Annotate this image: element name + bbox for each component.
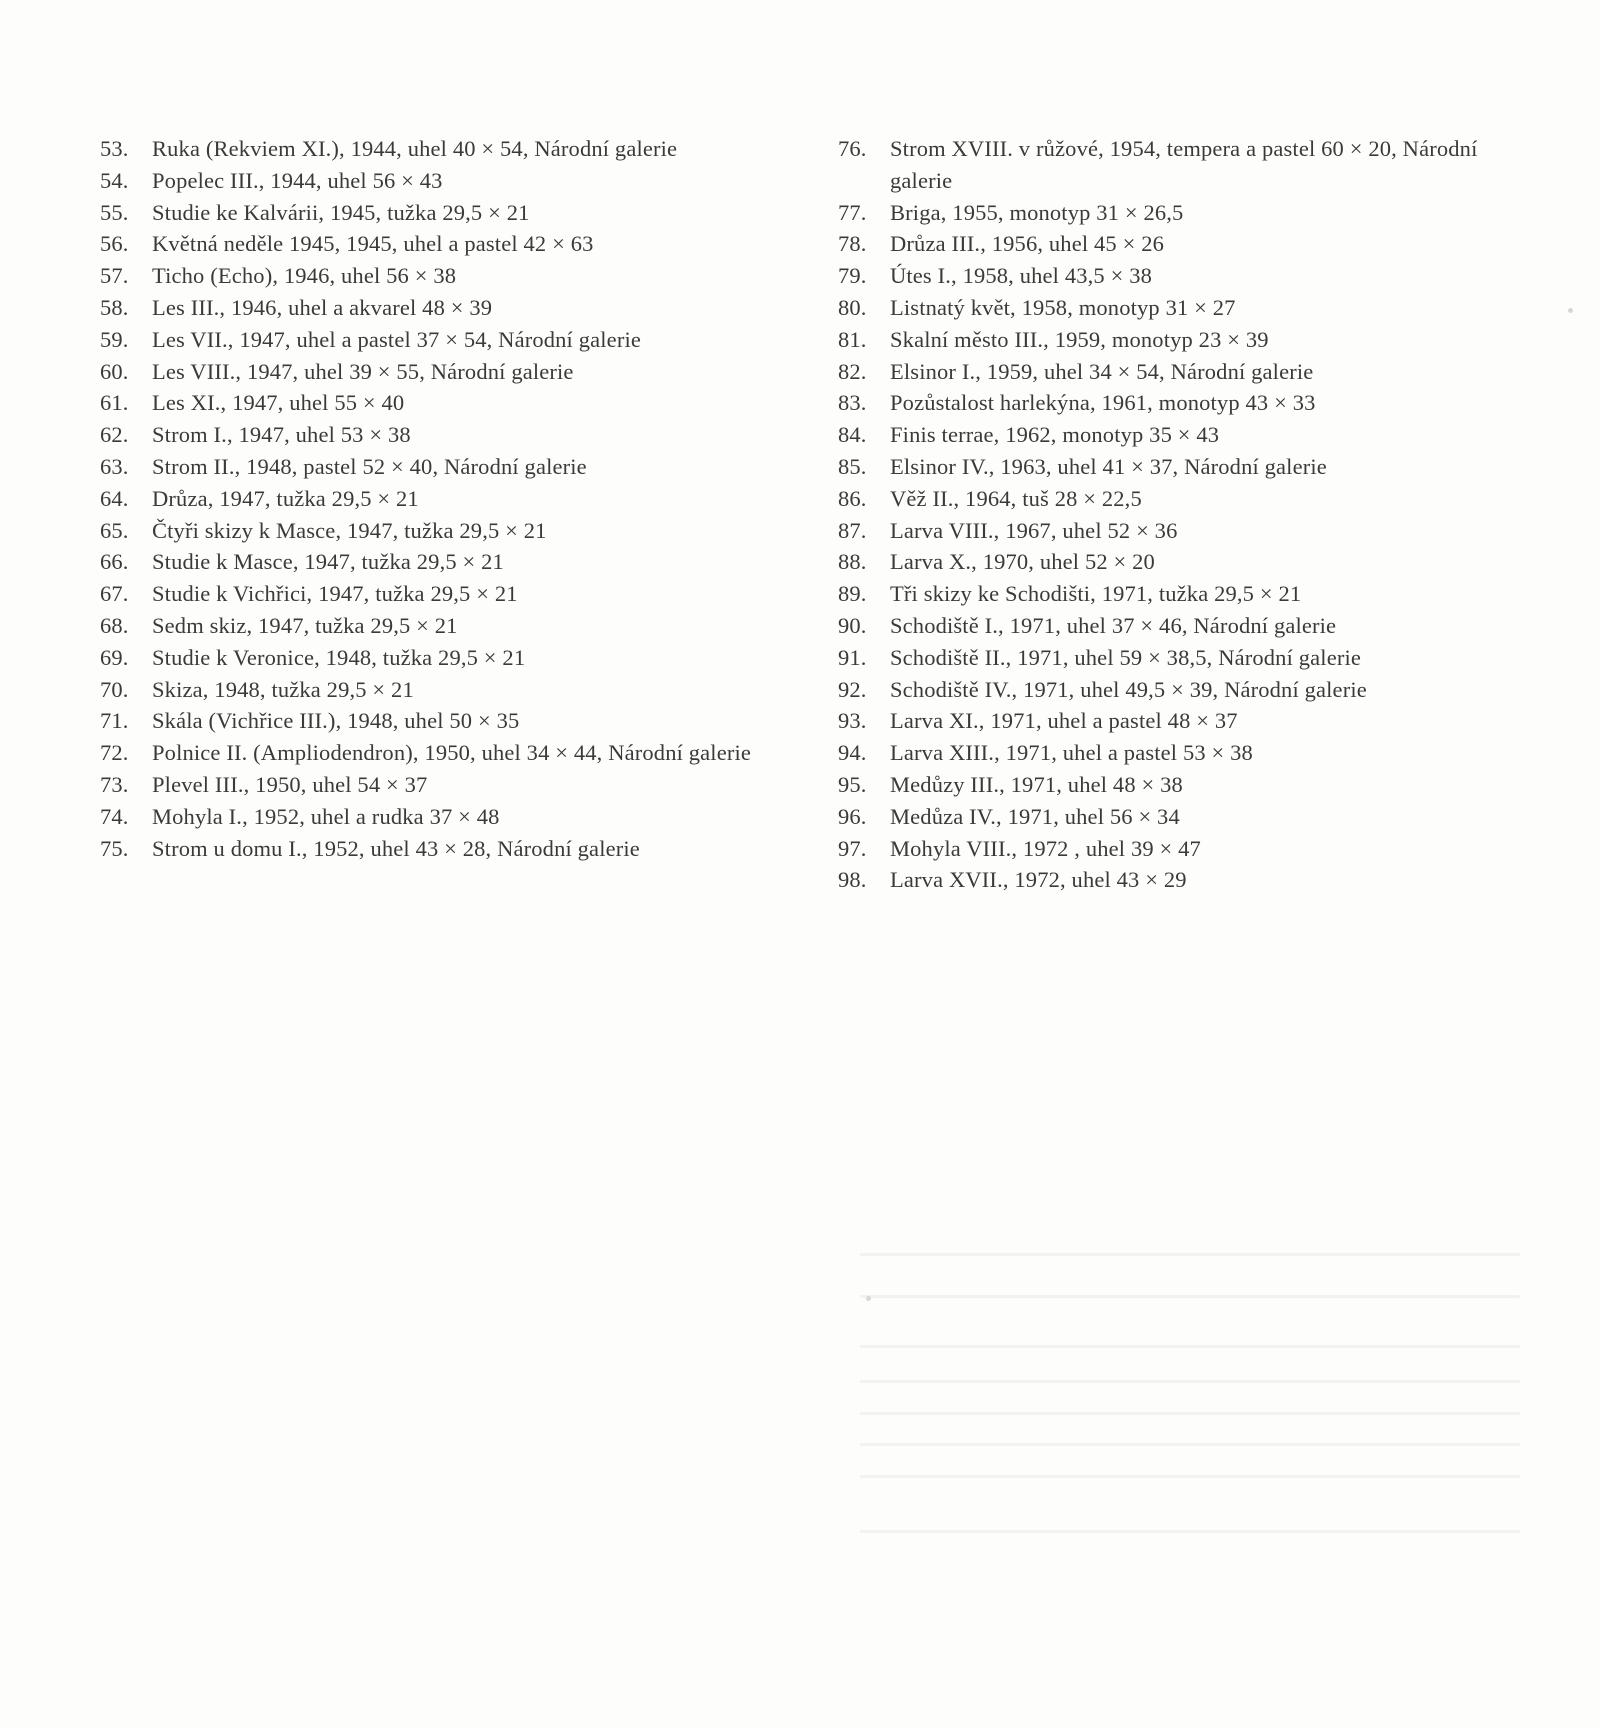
catalogue-entry: [100, 292, 790, 324]
catalogue-entry: [838, 769, 1538, 801]
entry-description: Strom I., 1947, uhel 53 × 38: [152, 422, 411, 448]
entry-number: 57.: [100, 263, 129, 289]
entry-description: Schodiště IV., 1971, uhel 49,5 × 39, Národní galerie: [890, 676, 1367, 702]
entry-number: 81.: [838, 326, 867, 352]
entry-number: 86.: [838, 485, 867, 511]
entry-description: Studie ke Kalvárii, 1945, tužka 29,5 × 21: [152, 199, 530, 225]
entry-number: 96.: [838, 803, 867, 829]
entry-number: 70.: [100, 676, 129, 702]
entry-description: Tři skizy ke Schodišti, 1971, tužka 29,5 × 21: [890, 581, 1302, 607]
catalogue-entry: [100, 387, 790, 419]
catalogue-entry: [838, 324, 1538, 356]
entry-description: Les XI., 1947, uhel 55 × 40: [152, 390, 405, 416]
entry-description: Skiza, 1948, tužka 29,5 × 21: [152, 676, 414, 702]
catalogue-entry: [100, 515, 790, 547]
entry-number: 76.: [838, 136, 867, 161]
entry-description: Ticho (Echo), 1946, uhel 56 × 38: [152, 263, 457, 289]
entry-number: 79.: [838, 263, 867, 289]
catalogue-entry: [838, 610, 1538, 642]
entry-description: Drůza III., 1956, uhel 45 × 26: [890, 231, 1164, 257]
catalogue-entry: [838, 864, 1538, 896]
catalogue-entry: [838, 578, 1538, 610]
entry-number: 72.: [100, 740, 129, 766]
catalogue-entry: [838, 419, 1538, 451]
entry-description: Strom XVIII. v růžové, 1954, tempera a pastel 60 × 20, Národní galerie: [890, 136, 1478, 193]
catalogue-entry: [838, 133, 1538, 197]
catalogue-entry: [838, 515, 1538, 547]
entry-number: 82.: [838, 358, 867, 384]
entry-number: 89.: [838, 581, 867, 607]
entry-description: Polnice II. (Ampliodendron), 1950, uhel 34 × 44, Národní galerie: [152, 740, 752, 766]
entry-description: Listnatý květ, 1958, monotyp 31 × 27: [890, 294, 1236, 320]
entry-number: 58.: [100, 294, 129, 320]
entry-description: Mohyla I., 1952, uhel a rudka 37 × 48: [152, 803, 500, 829]
entry-description: Schodiště II., 1971, uhel 59 × 38,5, Národní galerie: [890, 644, 1362, 670]
catalogue-entry: [100, 228, 790, 260]
entry-description: Les VII., 1947, uhel a pastel 37 × 54, Národní galerie: [152, 326, 641, 352]
entry-number: 59.: [100, 326, 129, 352]
catalogue-entry: [100, 801, 790, 833]
entry-number: 92.: [838, 676, 867, 702]
catalogue-entry: [838, 260, 1538, 292]
entry-number: 80.: [838, 294, 867, 320]
entry-description: Skalní město III., 1959, monotyp 23 × 39: [890, 326, 1269, 352]
catalogue-entry: [100, 165, 790, 197]
entry-description: Květná neděle 1945, 1945, uhel a pastel 42 × 63: [152, 231, 594, 257]
entry-description: Strom II., 1948, pastel 52 × 40, Národní galerie: [152, 453, 587, 479]
entry-description: Briga, 1955, monotyp 31 × 26,5: [890, 199, 1184, 225]
entry-number: 74.: [100, 803, 129, 829]
bleed-through-mark: [860, 1475, 1520, 1478]
entry-description: Larva XI., 1971, uhel a pastel 48 × 37: [890, 708, 1238, 734]
catalogue-list-right: [838, 133, 1538, 896]
paper-speck: [1568, 308, 1573, 313]
entry-description: Larva VIII., 1967, uhel 52 × 36: [890, 517, 1178, 543]
entry-number: 85.: [838, 453, 867, 479]
entry-description: Elsinor IV., 1963, uhel 41 × 37, Národní galerie: [890, 453, 1327, 479]
entry-description: Popelec III., 1944, uhel 56 × 43: [152, 167, 443, 193]
entry-description: Larva XVII., 1972, uhel 43 × 29: [890, 867, 1187, 893]
catalogue-entry: [838, 197, 1538, 229]
entry-description: Plevel III., 1950, uhel 54 × 37: [152, 771, 428, 797]
entry-number: 69.: [100, 644, 129, 670]
entry-number: 60.: [100, 358, 129, 384]
entry-number: 54.: [100, 167, 129, 193]
catalogue-entry: [838, 674, 1538, 706]
catalogue-entry: [100, 483, 790, 515]
catalogue-entry: [100, 451, 790, 483]
catalogue-entry: [100, 419, 790, 451]
catalogue-entry: [100, 833, 790, 865]
catalogue-entry: [100, 197, 790, 229]
bleed-through-mark: [860, 1380, 1520, 1383]
entry-description: Drůza, 1947, tužka 29,5 × 21: [152, 485, 419, 511]
entry-number: 75.: [100, 835, 129, 861]
entry-description: Pozůstalost harlekýna, 1961, monotyp 43 × 33: [890, 390, 1316, 416]
catalogue-list-left: [100, 133, 790, 864]
entry-description: Strom u domu I., 1952, uhel 43 × 28, Národní galerie: [152, 835, 640, 861]
entry-number: 53.: [100, 136, 129, 161]
entry-description: Schodiště I., 1971, uhel 37 × 46, Národní galerie: [890, 612, 1337, 638]
entry-description: Medůza IV., 1971, uhel 56 × 34: [890, 803, 1180, 829]
entry-number: 90.: [838, 612, 867, 638]
paper-speck: [866, 1296, 871, 1301]
entry-number: 56.: [100, 231, 129, 257]
catalogue-entry: [100, 642, 790, 674]
entry-number: 94.: [838, 740, 867, 766]
bleed-through-mark: [860, 1443, 1520, 1446]
entry-description: Les VIII., 1947, uhel 39 × 55, Národní galerie: [152, 358, 574, 384]
catalogue-entry: [100, 133, 790, 165]
catalogue-entry: [100, 705, 790, 737]
entry-description: Sedm skiz, 1947, tužka 29,5 × 21: [152, 612, 458, 638]
entry-description: Studie k Veronice, 1948, tužka 29,5 × 21: [152, 644, 526, 670]
entry-description: Studie k Masce, 1947, tužka 29,5 × 21: [152, 549, 504, 575]
bleed-through-mark: [860, 1530, 1520, 1533]
entry-number: 65.: [100, 517, 129, 543]
catalogue-entry: [838, 642, 1538, 674]
entry-description: Skála (Vichřice III.), 1948, uhel 50 × 35: [152, 708, 520, 734]
catalogue-entry: [838, 451, 1538, 483]
entry-number: 83.: [838, 390, 867, 416]
catalogue-entry: [838, 292, 1538, 324]
catalogue-entry: [100, 546, 790, 578]
entry-number: 62.: [100, 422, 129, 448]
entry-number: 91.: [838, 644, 867, 670]
catalogue-entry: [838, 356, 1538, 388]
bleed-through-mark: [860, 1253, 1520, 1256]
catalogue-entry: [838, 228, 1538, 260]
catalogue-entry: [100, 260, 790, 292]
catalogue-entry: [838, 546, 1538, 578]
entry-number: 77.: [838, 199, 867, 225]
entry-description: Finis terrae, 1962, monotyp 35 × 43: [890, 422, 1220, 448]
catalogue-entry: [838, 737, 1538, 769]
entry-number: 55.: [100, 199, 129, 225]
entry-number: 73.: [100, 771, 129, 797]
catalogue-entry: [838, 483, 1538, 515]
entry-number: 95.: [838, 771, 867, 797]
catalogue-entry: [100, 356, 790, 388]
entry-number: 87.: [838, 517, 867, 543]
entry-description: Elsinor I., 1959, uhel 34 × 54, Národní galerie: [890, 358, 1314, 384]
entry-description: Studie k Vichřici, 1947, tužka 29,5 × 21: [152, 581, 518, 607]
catalogue-entry: [838, 387, 1538, 419]
catalogue-entry: [838, 833, 1538, 865]
entry-number: 67.: [100, 581, 129, 607]
entry-description: Čtyři skizy k Masce, 1947, tužka 29,5 × 21: [152, 517, 547, 543]
bleed-through-mark: [860, 1345, 1520, 1348]
bleed-through-mark: [860, 1412, 1520, 1415]
catalogue-entry: [100, 610, 790, 642]
entry-number: 63.: [100, 453, 129, 479]
catalogue-entry: [838, 705, 1538, 737]
entry-number: 93.: [838, 708, 867, 734]
entry-description: Věž II., 1964, tuš 28 × 22,5: [890, 485, 1142, 511]
catalogue-entry: [100, 324, 790, 356]
entry-number: 88.: [838, 549, 867, 575]
bleed-through-mark: [860, 1295, 1520, 1298]
entry-number: 98.: [838, 867, 867, 893]
entry-description: Les III., 1946, uhel a akvarel 48 × 39: [152, 294, 493, 320]
entry-description: Útes I., 1958, uhel 43,5 × 38: [890, 263, 1153, 289]
entry-number: 84.: [838, 422, 867, 448]
catalogue-entry: [100, 674, 790, 706]
entry-description: Medůzy III., 1971, uhel 48 × 38: [890, 771, 1183, 797]
entry-number: 66.: [100, 549, 129, 575]
entry-number: 71.: [100, 708, 129, 734]
catalogue-entry: [100, 737, 790, 769]
entry-description: Larva XIII., 1971, uhel a pastel 53 × 38: [890, 740, 1253, 766]
entry-number: 68.: [100, 612, 129, 638]
entry-number: 61.: [100, 390, 129, 416]
entry-number: 64.: [100, 485, 129, 511]
catalogue-entry: [100, 769, 790, 801]
entry-description: Ruka (Rekviem XI.), 1944, uhel 40 × 54, Národní galerie: [152, 136, 678, 161]
entry-number: 97.: [838, 835, 867, 861]
catalogue-entry: [838, 801, 1538, 833]
catalogue-entry: [100, 578, 790, 610]
entry-description: Mohyla VIII., 1972 , uhel 39 × 47: [890, 835, 1201, 861]
entry-number: 78.: [838, 231, 867, 257]
entry-description: Larva X., 1970, uhel 52 × 20: [890, 549, 1155, 575]
